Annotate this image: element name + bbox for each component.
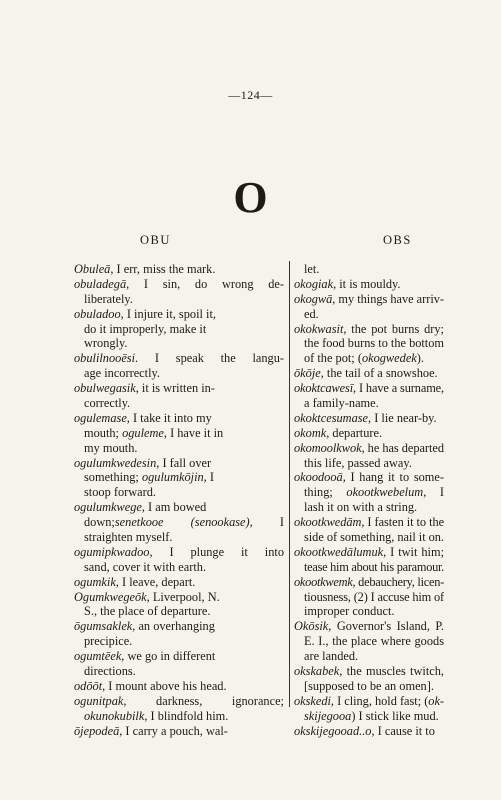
definition-text: this life, passed away. <box>304 455 412 470</box>
headword: ogulumkwedesin <box>74 455 157 470</box>
definition-text: , I twit him; <box>383 544 444 559</box>
definition-text: E. I., the place where goods <box>304 634 444 649</box>
definition-text: , I injure it, spoil it, <box>120 306 216 321</box>
dictionary-line <box>74 456 284 471</box>
right-running-head: OBS <box>383 233 412 247</box>
dictionary-line <box>294 336 444 351</box>
definition-text: . I speak the langu- <box>135 351 284 366</box>
headword: skijegooa <box>304 708 352 723</box>
definition-text: , I leave, depart. <box>115 574 196 589</box>
definition-text: sand, cover it with earth. <box>84 559 207 574</box>
definition-text: , departure. <box>326 425 383 440</box>
headword: odōōt <box>74 678 103 693</box>
dictionary-line <box>74 500 284 515</box>
left-running-head: OBU <box>140 233 171 247</box>
headword: okskijegooad..o <box>294 723 372 738</box>
headword: okogiak <box>294 276 334 291</box>
headword: okunokubilk <box>84 708 145 723</box>
headword: okogwedek <box>361 351 417 366</box>
dictionary-line <box>74 277 284 292</box>
definition-text: precipice. <box>84 634 133 649</box>
definition-text: of the pot; ( <box>304 351 362 366</box>
definition-text: my mouth. <box>84 440 138 455</box>
definition-text: , it is written in- <box>135 381 215 396</box>
headword: oguleme <box>122 425 164 440</box>
definition-text: , I have it in <box>163 425 224 440</box>
headword: okskedi <box>294 693 331 708</box>
definition-text: a family-name. <box>304 396 379 411</box>
headword: Okōsik <box>294 619 329 634</box>
headword: ogulumkōjin <box>141 470 204 485</box>
definition-text: tease him about his paramour. <box>304 559 444 574</box>
dictionary-line <box>294 634 444 649</box>
dictionary-line <box>294 560 444 575</box>
definition-text: correctly. <box>84 396 131 411</box>
dictionary-line <box>294 545 444 560</box>
definition-text: , I fasten it to the <box>361 515 444 530</box>
definition-text: , I take it into my <box>126 410 212 425</box>
definition-text: , I hang it to some- <box>342 470 444 485</box>
headword: ōgumsaklek <box>74 619 133 634</box>
headword: ōjepodeā <box>74 723 120 738</box>
definition-text: , I am bowed <box>141 500 207 515</box>
dictionary-line <box>74 590 284 605</box>
definition-text: ed. <box>304 306 319 321</box>
definition-text: , I mount above his head. <box>102 678 227 693</box>
definition-text: thing; <box>304 485 347 500</box>
definition-text: side of something, nail it on. <box>304 530 444 545</box>
definition-text: , I <box>249 515 284 530</box>
headword: ok- <box>428 693 444 708</box>
definition-text: , debauchery, licen- <box>352 574 444 589</box>
dictionary-line <box>294 709 444 724</box>
dictionary-line <box>294 619 444 634</box>
definition-text: let. <box>304 262 320 276</box>
dictionary-line <box>74 396 284 411</box>
headword: ogulemase <box>74 410 127 425</box>
headword: ogumkik <box>74 574 116 589</box>
dictionary-line <box>294 604 444 619</box>
dictionary-line <box>74 262 284 277</box>
definition-text: , I <box>423 485 444 500</box>
definition-text: lash it on with a string. <box>304 500 418 515</box>
definition-text: , the muscles twitch, <box>339 664 444 679</box>
dictionary-line <box>74 545 284 560</box>
dictionary-line <box>74 530 284 545</box>
dictionary-line <box>294 351 444 366</box>
headword: ogumtēek <box>74 649 122 664</box>
headword: ogulumkwege <box>74 500 142 515</box>
dictionary-line <box>294 396 444 411</box>
definition-text: liberately. <box>84 291 133 306</box>
dictionary-line <box>74 724 284 739</box>
definition-text: , we go in different <box>121 649 216 664</box>
headword: okootkwedālumuk <box>294 544 384 559</box>
dictionary-line <box>74 679 284 694</box>
dictionary-line <box>294 649 444 664</box>
headword: okootkwedām <box>294 515 362 530</box>
definition-text: , my things have arriv- <box>332 291 444 306</box>
definition-text: directions. <box>84 664 136 679</box>
definition-text: , I sin, do wrong de- <box>126 276 284 291</box>
headword: Ogumkwegeōk <box>74 589 147 604</box>
dictionary-line <box>294 679 444 694</box>
definition-text: tiousness, (2) I accuse him of <box>304 589 444 604</box>
headword: okoktcesumase <box>294 410 369 425</box>
definition-text: the food burns to the bottom <box>304 336 444 351</box>
definition-text: something; <box>84 470 142 485</box>
definition-text: mouth; <box>84 425 123 440</box>
definition-text: are landed. <box>304 649 359 664</box>
headword: Obuleā <box>74 262 111 276</box>
definition-text: ). <box>416 351 424 366</box>
definition-text: , darkness, ignorance; <box>123 693 284 708</box>
dictionary-line <box>294 262 444 277</box>
dictionary-line <box>74 604 284 619</box>
dictionary-line <box>294 530 444 545</box>
right-column <box>294 262 444 739</box>
headword: obulilnooēsi <box>74 351 136 366</box>
dictionary-line <box>294 575 444 590</box>
headword: senetkooe (senookase) <box>114 515 250 530</box>
headword: okoodooā <box>294 470 343 485</box>
dictionary-line <box>294 322 444 337</box>
definition-text: , I have a surname, <box>353 381 444 396</box>
headword: okootkwebelum <box>346 485 424 500</box>
definition-text: improper conduct. <box>304 604 395 619</box>
definition-text: stoop forward. <box>84 485 156 500</box>
dictionary-line <box>74 307 284 322</box>
headword: okokwasit <box>294 321 344 336</box>
headword: obuladoo <box>74 306 121 321</box>
definition-text: , Governor's Island, P. <box>328 619 444 634</box>
dictionary-line <box>294 485 444 500</box>
headword: okootkwemk <box>294 574 353 589</box>
definition-text: do it improperly, make it <box>84 321 207 336</box>
dictionary-line <box>74 619 284 634</box>
dictionary-line <box>294 381 444 396</box>
dictionary-line <box>74 485 284 500</box>
definition-text: , I <box>203 470 214 485</box>
definition-text: , I cause it to <box>371 723 435 738</box>
dictionary-line <box>294 724 444 739</box>
dictionary-line <box>294 694 444 709</box>
dictionary-line <box>294 441 444 456</box>
headword: ogunitpak <box>74 693 124 708</box>
headword: okomk <box>294 425 327 440</box>
dictionary-line <box>74 336 284 351</box>
dictionary-line <box>74 381 284 396</box>
definition-text: , the pot burns dry; <box>343 321 444 336</box>
dictionary-line <box>74 426 284 441</box>
dictionary-line <box>74 411 284 426</box>
dictionary-line <box>74 515 284 530</box>
dictionary-line <box>294 456 444 471</box>
definition-text: , I blindfold him. <box>144 708 229 723</box>
headword: ogumipkwadoo <box>74 544 150 559</box>
dictionary-line <box>294 277 444 292</box>
dictionary-line <box>74 709 284 724</box>
dictionary-line <box>74 649 284 664</box>
dictionary-line <box>74 351 284 366</box>
headword: ōkōje <box>294 366 321 381</box>
definition-text: straighten myself. <box>84 530 173 545</box>
dictionary-line <box>74 634 284 649</box>
dictionary-line <box>294 411 444 426</box>
dictionary-line <box>294 307 444 322</box>
headword: obuladegā <box>74 276 127 291</box>
section-letter: O <box>233 173 268 222</box>
dictionary-line <box>294 500 444 515</box>
dictionary-line <box>74 366 284 381</box>
dictionary-line <box>74 664 284 679</box>
definition-text: , it is mouldy. <box>333 276 401 291</box>
definition-text: , he has departed <box>361 440 444 455</box>
dictionary-line <box>294 292 444 307</box>
dictionary-line <box>74 322 284 337</box>
definition-text: S., the place of departure. <box>84 604 211 619</box>
dictionary-line <box>294 470 444 485</box>
column-divider <box>289 261 290 707</box>
definition-text: , Liverpool, N. <box>146 589 220 604</box>
definition-text: , I fall over <box>156 455 212 470</box>
left-column <box>74 262 284 739</box>
headword: obulwegasik <box>74 381 136 396</box>
definition-text: , I lie near-by. <box>368 410 437 425</box>
headword: okomoolkwok <box>294 440 362 455</box>
dictionary-line <box>74 560 284 575</box>
dictionary-line <box>74 575 284 590</box>
definition-text: , I cling, hold fast; ( <box>330 693 429 708</box>
dictionary-line <box>74 441 284 456</box>
dictionary-line <box>74 292 284 307</box>
definition-text: , I plunge it into <box>149 544 284 559</box>
headword: okskabek <box>294 664 340 679</box>
definition-text: , the tail of a snowshoe. <box>320 366 438 381</box>
page-number: —124— <box>228 88 273 102</box>
definition-text: , an overhanging <box>132 619 215 634</box>
definition-text: wrongly. <box>84 336 128 351</box>
dictionary-line <box>74 470 284 485</box>
dictionary-line <box>294 664 444 679</box>
dictionary-line <box>294 590 444 605</box>
definition-text: [supposed to be an omen]. <box>304 678 434 693</box>
definition-text: down; <box>84 515 115 530</box>
definition-text: , I carry a pouch, wal- <box>119 723 228 738</box>
headword: okoktcawesī <box>294 381 354 396</box>
headword: okogwā <box>294 291 333 306</box>
definition-text: , I err, miss the mark. <box>110 262 216 276</box>
dictionary-line <box>294 366 444 381</box>
definition-text: ) I stick like mud. <box>351 708 439 723</box>
definition-text: age incorrectly. <box>84 366 160 381</box>
dictionary-line <box>294 426 444 441</box>
dictionary-line <box>294 515 444 530</box>
dictionary-line <box>74 694 284 709</box>
